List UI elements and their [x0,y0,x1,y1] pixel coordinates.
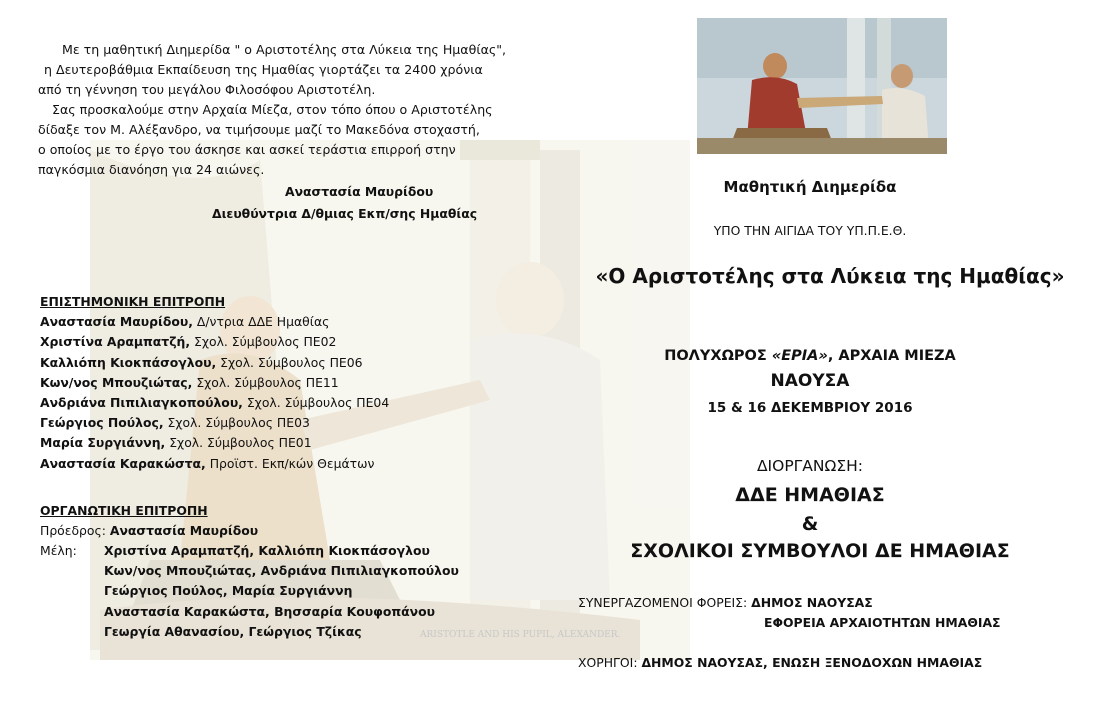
members-line: Αναστασία Καρακώστα, Βησσαρία Κουφοπάνου [104,603,435,619]
member-role: Σχολ. Σύμβουλος ΠΕ01 [169,435,312,451]
partners [578,593,1001,630]
intro-line: από τη γέννηση του μεγάλου Φιλοσόφου Αριστοτέλη. [38,82,376,97]
members-label: Μέλη: [40,543,77,559]
organizers-label: ΔΙΟΡΓΑΝΩΣΗ: [756,457,864,475]
sponsors [578,655,982,670]
signature-title: Διευθύντρια Δ/θμιας Εκπ/σης Ημαθίας [212,206,478,221]
member-role: Σχολ. Σύμβουλος ΠΕ02 [194,334,337,350]
event-venue [600,348,1020,364]
partner-2: ΕΦΟΡΕΙΑ ΑΡΧΑΙΟΤΗΤΩΝ ΗΜΑΘΙΑΣ [764,615,1001,630]
event-type: Μαθητική Διημερίδα [723,178,897,196]
member-name: Γεώργιος Πούλος, [40,415,164,431]
organizer-1: ΔΔΕ ΗΜΑΘΙΑΣ [735,484,885,506]
intro-line: η Δευτεροβάθμια Εκπαίδευση της Ημαθίας γιορτάζει τα 2400 χρόνια [44,62,483,77]
organizing-committee-heading: ΟΡΓΑΝΩΤΙΚΗ ΕΠΙΤΡΟΠΗ [40,503,208,518]
event-title: «Ο Αριστοτέλης στα Λύκεια της Ημαθίας» [595,264,1065,288]
committee-member [40,393,520,413]
partners-label: ΣΥΝΕΡΓΑΖΟΜΕΝΟΙ ΦΟΡΕΙΣ: [578,595,748,610]
sponsors-label: ΧΟΡΗΓΟΙ: [578,655,638,670]
signature-name: Αναστασία Μαυρίδου [285,184,434,199]
venue-suffix: , ΑΡΧΑΙΑ ΜΙΕΖΑ [827,348,956,364]
intro-line: Σας προσκαλούμε στην Αρχαία Μίεζα, στον τόπο όπου ο Αριστοτέλης [52,102,493,117]
organizing-committee [40,501,520,639]
members-line: Χριστίνα Αραμπατζή, Καλλιόπη Κιοκπάσογλου [104,543,430,558]
committee-member [40,413,520,433]
member-name: Αναστασία Μαυρίδου, [40,314,193,330]
member-name: Χριστίνα Αραμπατζή, [40,334,191,350]
committee-chair [40,521,520,541]
member-name: Καλλιόπη Κιοκπάσογλου, [40,354,217,370]
committee-member [40,454,520,474]
illustration-caption: ARISTOTLE AND HIS PUPIL, ALEXANDER. [420,630,621,640]
member-role: Σχολ. Σύμβουλος ΠΕ06 [220,354,363,370]
member-name: Αναστασία Καρακώστα, [40,455,206,471]
intro-line: δίδαξε τον Μ. Αλέξανδρο, να τιμήσουμε μαζί το Μακεδόνα στοχαστή, [38,122,480,137]
intro-line: Με τη μαθητική Διημερίδα " ο Αριστοτέλης στα Λύκεια της Ημαθίας", [62,42,507,57]
venue-name: «ΕΡΙΑ» [771,348,828,364]
event-city: ΝΑΟΥΣΑ [770,371,850,391]
intro-text [38,40,538,180]
organizer-ampersand: & [801,513,819,535]
organizer-2: ΣΧΟΛΙΚΟΙ ΣΥΜΒΟΥΛΟΙ ΔΕ ΗΜΑΘΙΑΣ [630,540,1010,562]
members-line: Κων/νος Μπουζιώτας, Ανδριάνα Πιπιλιαγκοπούλου [104,563,459,579]
committee-member [40,373,520,393]
members-line: Γεωργία Αθανασίου, Γεώργιος Τζίκας [104,623,362,639]
committee-member [40,353,520,373]
member-role: Σχολ. Σύμβουλος ΠΕ03 [167,415,310,431]
painting-image [697,18,947,154]
member-role: Δ/ντρια ΔΔΕ Ημαθίας [196,314,330,330]
partner-1: ΔΗΜΟΣ ΝΑΟΥΣΑΣ [751,595,873,610]
chair-label: Πρόεδρος: [40,523,106,539]
member-name: Ανδριάνα Πιπιλιαγκοπούλου, [40,395,243,411]
event-aegis: ΥΠΟ ΤΗΝ ΑΙΓΙΔΑ ΤΟΥ ΥΠ.Π.Ε.Θ. [713,223,907,238]
scientific-committee-heading: ΕΠΙΣΤΗΜΟΝΙΚΗ ΕΠΙΤΡΟΠΗ [40,294,226,309]
intro-line: ο οποίος με το έργο του άσκησε και ασκεί τεράστια επιρροή στην [38,142,456,157]
committee-member [40,312,520,332]
members-list [104,541,459,642]
event-date: 15 & 16 ΔΕΚΕΜΒΡΙΟΥ 2016 [707,400,913,416]
member-role: Σχολ. Σύμβουλος ΠΕ11 [196,374,339,390]
committee-member [40,433,520,453]
venue-prefix: ΠΟΛΥΧΩΡΟΣ [664,348,772,364]
members-line: Γεώργιος Πούλος, Μαρία Συργιάννη [104,583,353,599]
sponsors-list: ΔΗΜΟΣ ΝΑΟΥΣΑΣ, ΕΝΩΣΗ ΞΕΝΟΔΟΧΩΝ ΗΜΑΘΙΑΣ [641,655,983,670]
chair-name: Αναστασία Μαυρίδου [109,523,259,539]
committee-member [40,332,520,352]
member-role: Προϊστ. Εκπ/κών Θεμάτων [209,455,375,471]
intro-line: παγκόσμια διανόηση για 24 αιώνες. [38,162,265,177]
member-name: Κων/νος Μπουζιώτας, [40,374,193,390]
scientific-committee [40,292,520,474]
member-name: Μαρία Συργιάννη, [40,435,166,451]
member-role: Σχολ. Σύμβουλος ΠΕ04 [246,395,390,411]
